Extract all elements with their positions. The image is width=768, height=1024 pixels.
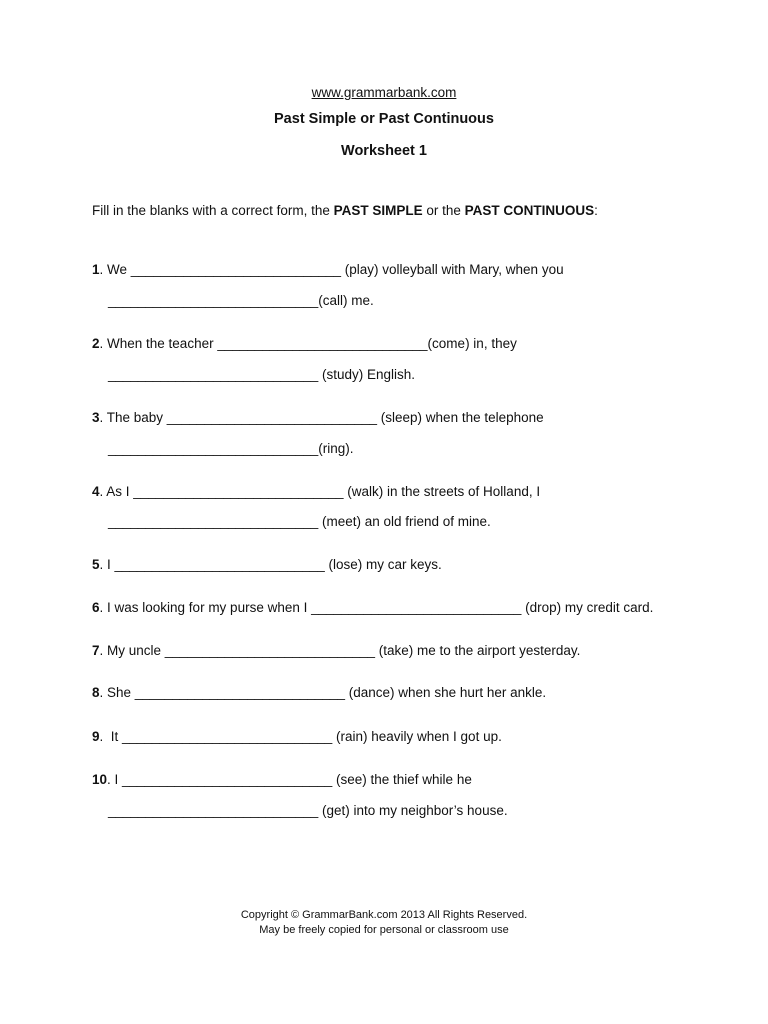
instructions [92,203,598,218]
exercise-line-1b: ____________________________(call) me. [108,293,374,308]
exercise-line-2a [92,336,517,351]
item-number: 4 [92,484,100,499]
exercise-line-2b: ____________________________ (study) English. [108,367,416,382]
item-text: . As I ____________________________ (walk) in the streets of Holland, I [99,484,541,499]
exercise-line-9 [92,729,502,744]
usage-note: May be freely copied for personal or classroom use [259,924,509,936]
exercise-line-5 [92,557,442,572]
item-number: 10 [92,772,108,787]
exercise-line-6 [92,600,653,615]
exercise-line-10a [92,772,472,787]
item-text: . My uncle ____________________________ (take) me to the airport yesterday. [99,643,581,658]
exercise-line-3b: ____________________________(ring). [108,441,354,456]
item-text: . I was looking for my purse when I ____________________________ (drop) my credit card. [99,600,654,615]
item-number: 8 [92,685,100,700]
item-text: . When the teacher ____________________________(come) in, they [99,336,517,351]
instructions-suffix: : [594,203,598,218]
exercise-line-4b: ____________________________ (meet) an old friend of mine. [108,514,491,529]
item-number: 1 [92,262,100,277]
instructions-bold-past-continuous: PAST CONTINUOUS [464,203,595,218]
exercise-line-10b: ____________________________ (get) into my neighbor’s house. [108,803,508,818]
item-text: . I ____________________________ (lose) my car keys. [99,557,442,572]
copyright-line: Copyright © GrammarBank.com 2013 All Rights Reserved. [240,909,528,921]
instructions-prefix: Fill in the blanks with a correct form, the [92,203,334,218]
item-number: 6 [92,600,100,615]
exercise-line-7 [92,643,580,658]
exercise-line-4a [92,484,540,499]
exercise-line-1a [92,262,564,277]
exercise-line-8 [92,685,546,700]
item-text: . She ____________________________ (dance) when she hurt her ankle. [99,685,547,700]
item-number: 7 [92,643,100,658]
instructions-bold-past-simple: PAST SIMPLE [333,203,423,218]
item-number: 3 [92,410,100,425]
item-number: 2 [92,336,100,351]
item-text: . We ____________________________ (play) volleyball with Mary, when you [99,262,564,277]
item-number: 5 [92,557,100,572]
worksheet-title: Past Simple or Past Continuous [274,111,494,127]
item-text: . The baby ____________________________ (sleep) when the telephone [99,410,544,425]
item-text: . It ____________________________ (rain) heavily when I got up. [99,729,502,744]
item-text: . I ____________________________ (see) the thief while he [107,772,472,787]
instructions-middle: or the [422,203,465,218]
item-number: 9 [92,729,100,744]
site-url[interactable]: www.grammarbank.com [311,85,457,100]
worksheet-subtitle: Worksheet 1 [341,143,427,159]
exercise-line-3a [92,410,544,425]
